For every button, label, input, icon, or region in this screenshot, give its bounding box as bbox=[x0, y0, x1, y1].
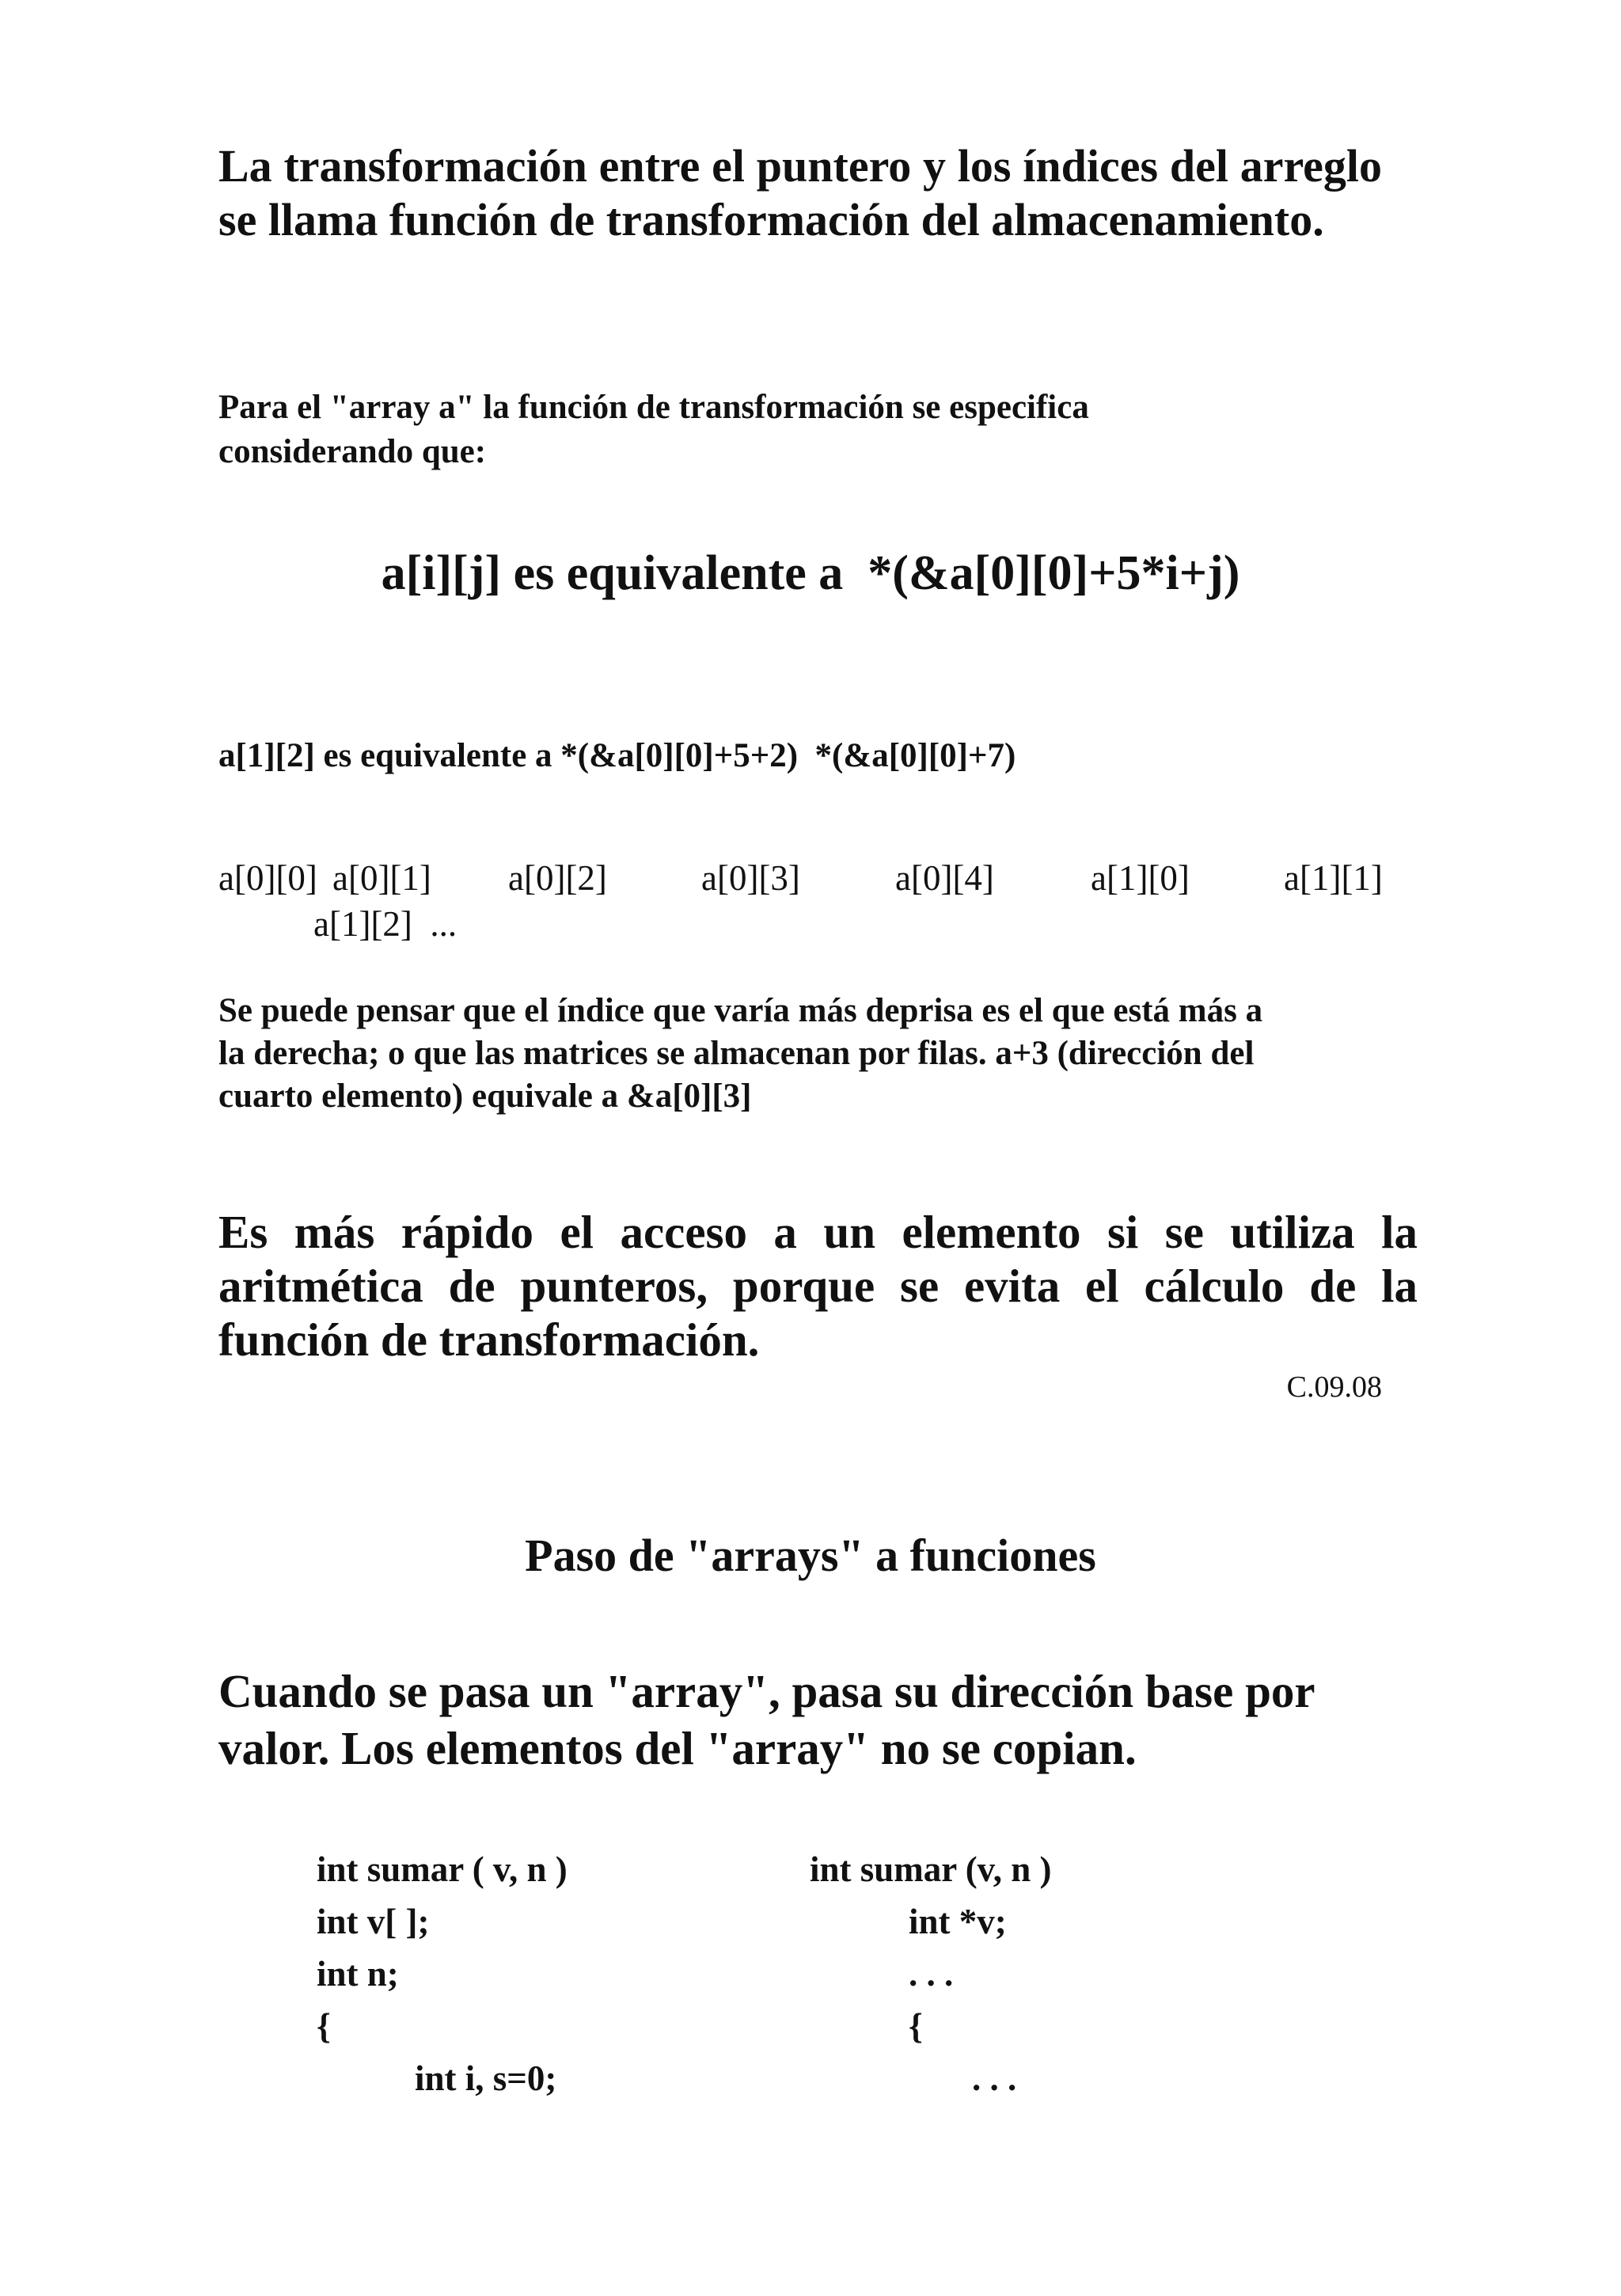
memory-cell: a[0][3] bbox=[701, 858, 800, 898]
paragraph-array-passing: Cuando se pasa un "array", pasa su dirección base por valor. Los elementos del "array" no se copian. bbox=[218, 1665, 1315, 1774]
code-left-line: int v[ ]; bbox=[317, 1902, 430, 1941]
memory-cell: a[1][2] ... bbox=[313, 904, 457, 944]
paragraph-array-a-line1: Para el "array a" la función de transformación se especifica bbox=[218, 389, 1089, 426]
memory-cell: a[0][4] bbox=[895, 858, 994, 898]
paragraph-pointer-arithmetic: Es más rápido el acceso a un elemento si se utiliza la aritmética de punteros, porque se evita el cálculo de la función de transformación. bbox=[218, 1206, 1418, 1366]
code-right-line: int *v; bbox=[909, 1902, 1007, 1941]
code-left-line: int n; bbox=[317, 1954, 399, 1994]
code-right-line: { bbox=[909, 2006, 923, 2046]
section-title: Paso de "arrays" a funciones bbox=[525, 1530, 1096, 1581]
paragraph-row-major-line2: la derecha; o que las matrices se almacenan por filas. a+3 (dirección del bbox=[218, 1035, 1255, 1072]
memory-cell: a[0][0] bbox=[218, 858, 317, 898]
code-left-line: int i, s=0; bbox=[415, 2058, 557, 2098]
paragraph-array-a-line2: considerando que: bbox=[218, 433, 487, 470]
memory-cell: a[0][2] bbox=[508, 858, 607, 898]
code-right-line: . . . bbox=[972, 2058, 1017, 2098]
formula-general: a[i][j] es equivalente a *(&a[0][0]+5*i+j) bbox=[381, 546, 1240, 600]
code-right-line: int sumar (v, n ) bbox=[810, 1849, 1052, 1889]
memory-cell: a[1][1] bbox=[1284, 858, 1383, 898]
formula-example: a[1][2] es equivalente a *(&a[0][0]+5+2) *(&a[0][0]+7) bbox=[218, 737, 1016, 774]
page-reference: C.09.08 bbox=[1286, 1370, 1382, 1404]
paragraph-row-major-line1: Se puede pensar que el índice que varía más deprisa es el que está más a bbox=[218, 992, 1263, 1029]
paragraph-transform-definition: La transformación entre el puntero y los índices del arreglo se llama función de transformación del almacenamiento. bbox=[218, 140, 1382, 245]
memory-cell: a[0][1] bbox=[332, 858, 431, 898]
memory-cell: a[1][0] bbox=[1091, 858, 1190, 898]
code-left-line: { bbox=[317, 2006, 331, 2046]
code-left-line: int sumar ( v, n ) bbox=[317, 1849, 568, 1889]
paragraph-row-major-line3: cuarto elemento) equivale a &a[0][3] bbox=[218, 1078, 752, 1115]
code-right-line: . . . bbox=[909, 1954, 954, 1994]
